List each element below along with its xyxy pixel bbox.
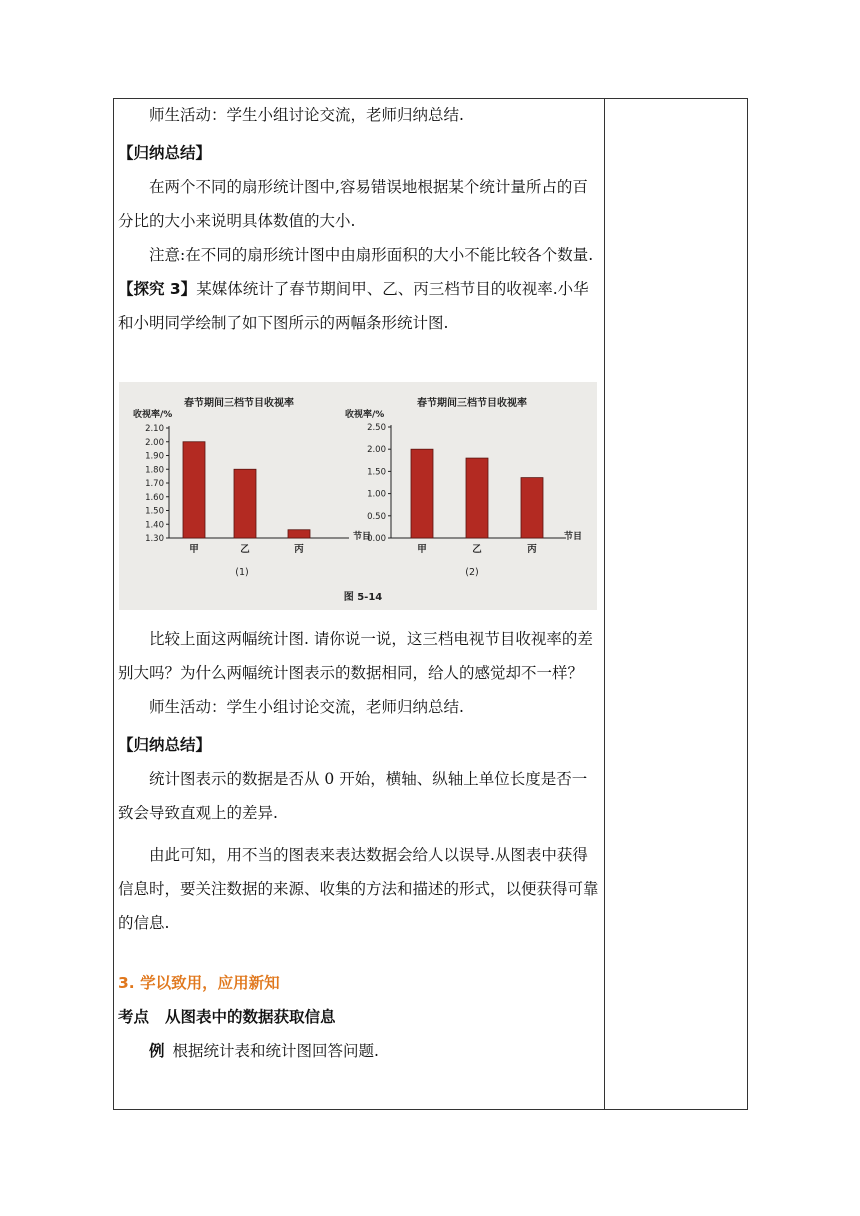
kaodian-label: 考点 [118, 1008, 150, 1026]
bar [411, 449, 433, 538]
explore-text: 某媒体统计了春节期间甲、乙、丙三档节目的收视率.小华和小明同学绘制了如下图所示的两幅条形统计图. [118, 280, 589, 332]
x-tick-label: 乙 [472, 544, 482, 555]
example-text: 根据统计表和统计图回答问题. [172, 1042, 379, 1060]
y-tick-label: 1.40 [145, 520, 164, 531]
bar [288, 530, 310, 538]
heading-summary-1: 【归纳总结】 [118, 144, 212, 162]
y-tick-label: 1.60 [145, 492, 164, 503]
x-tick-label: 乙 [240, 544, 250, 555]
lesson-content-lower [118, 622, 602, 1068]
chart-subcaption: (1) [235, 567, 249, 578]
lesson-content [118, 98, 602, 340]
figure-5-14 [119, 382, 597, 610]
y-tick-label: 1.50 [145, 506, 164, 517]
example-line [118, 1034, 602, 1068]
table-column-divider [604, 98, 605, 1110]
y-tick-label: 1.90 [145, 451, 164, 462]
y-axis-label: 收视率/% [133, 410, 173, 420]
y-tick-label: 2.00 [145, 437, 164, 448]
paragraph-compare: 比较上面这两幅统计图. 请你说一说，这三档电视节目收视率的差别大吗？为什么两幅统计图表示的数据相同，给人的感觉却不一样？ [118, 630, 593, 682]
section-heading: 3. 学以致用，应用新知 [118, 974, 280, 992]
kaodian-line [118, 1000, 602, 1034]
paragraph-explore-3 [118, 272, 602, 340]
paragraph-summary-2: 统计图表示的数据是否从 0 开始，横轴、纵轴上单位长度是否一致会导致直观上的差异. [118, 770, 588, 822]
explore-label: 【探究 3】 [118, 280, 197, 298]
y-tick-label: 0.00 [367, 534, 386, 544]
x-tick-label: 丙 [294, 544, 304, 555]
y-tick-label: 2.50 [367, 423, 386, 433]
bar [521, 478, 543, 538]
chart-title: 春节期间三档节目收视率 [417, 398, 527, 409]
y-tick-label: 1.50 [367, 467, 386, 478]
paragraph-note: 注意:在不同的扇形统计图中由扇形面积的大小不能比较各个数量. [149, 246, 594, 264]
x-tick-label: 丙 [527, 544, 537, 555]
bar [466, 458, 488, 538]
x-tick-label: 甲 [189, 544, 199, 555]
y-tick-label: 1.70 [145, 479, 164, 489]
figure-caption: 图 5-14 [343, 592, 383, 603]
y-tick-label: 2.10 [145, 424, 164, 434]
y-tick-label: 0.50 [367, 511, 386, 522]
paragraph-conclusion: 由此可知，用不当的图表来表达数据会给人以误导.从图表中获得信息时，要关注数据的来源、收集的方法和描述的形式，以便获得可靠的信息. [118, 846, 599, 932]
example-label: 例 [149, 1042, 165, 1060]
chart-subcaption: (2) [465, 567, 479, 578]
paragraph-activity-2: 师生活动：学生小组讨论交流，老师归纳总结. [149, 698, 464, 716]
y-tick-label: 1.00 [367, 489, 386, 500]
x-tick-label: 甲 [417, 544, 427, 555]
chart-title: 春节期间三档节目收视率 [184, 398, 294, 409]
y-tick-label: 2.00 [367, 445, 386, 456]
bar-charts-svg [119, 382, 597, 610]
bar [234, 469, 256, 538]
x-axis-label: 节目 [564, 532, 583, 542]
y-axis-label: 收视率/% [345, 410, 385, 420]
y-tick-label: 1.30 [145, 534, 164, 544]
kaodian-text: 从图表中的数据获取信息 [165, 1008, 336, 1026]
heading-summary-2: 【归纳总结】 [118, 736, 212, 754]
y-tick-label: 1.80 [145, 465, 164, 476]
x-axis-label: 节目 [353, 532, 372, 542]
bar [183, 442, 205, 538]
paragraph-summary-1: 在两个不同的扇形统计图中,容易错误地根据某个统计量所占的百分比的大小来说明具体数值的大小. [118, 178, 588, 230]
paragraph-activity-1: 师生活动：学生小组讨论交流，老师归纳总结. [149, 106, 464, 124]
